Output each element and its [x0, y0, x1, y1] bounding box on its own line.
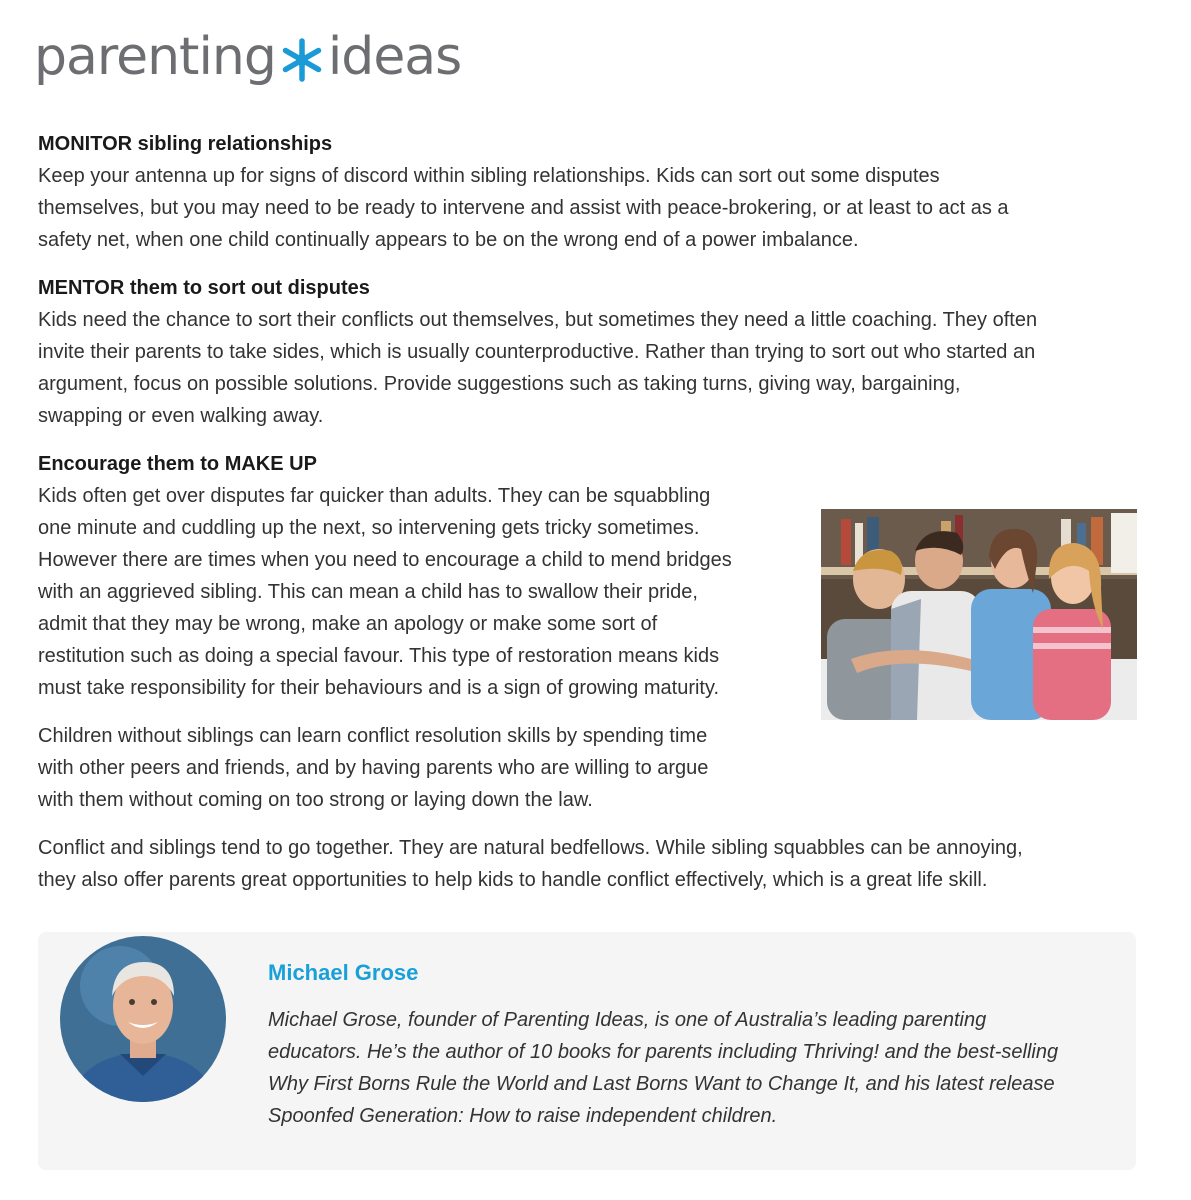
- section-heading: MENTOR them to sort out disputes: [38, 277, 370, 299]
- section-only-children: [38, 720, 1138, 816]
- para-line: they also offer parents great opportunities to help kids to handle conflict effectively, which is a great life skill.: [38, 869, 988, 891]
- author-bio-card: [38, 932, 1136, 1170]
- section-conclusion: [38, 832, 1138, 896]
- para-line: Keep your antenna up for signs of discord within sibling relationships. Kids can sort out some disputes: [38, 165, 940, 187]
- para-line: themselves, but you may need to be ready to intervene and assist with peace-brokering, or at least to act as a: [38, 197, 1009, 219]
- para-line: swapping or even walking away.: [38, 405, 324, 427]
- para-line: with an aggrieved sibling. This can mean a child has to swallow their pride,: [38, 581, 698, 603]
- section-heading: MONITOR sibling relationships: [38, 133, 333, 155]
- bio-line: educators. He’s the author of 10 books for parents including Thriving! and the best-selling: [268, 1041, 1059, 1063]
- section-mentor: [38, 272, 1138, 432]
- author-name: Michael Grose: [268, 960, 419, 985]
- bio-line: Spoonfed Generation: How to raise independent children.: [268, 1105, 778, 1127]
- para-line: with other peers and friends, and by having parents who are willing to argue: [38, 757, 709, 779]
- brand-word-ideas: ideas: [327, 27, 462, 87]
- para-line: one minute and cuddling up the next, so intervening gets tricky sometimes.: [38, 517, 700, 539]
- author-description: [268, 1004, 1108, 1132]
- asterisk-star-icon: [278, 36, 326, 84]
- brand-word-parenting: parenting: [34, 27, 276, 87]
- bio-line: Why First Borns Rule the World and Last Borns Want to Change It, and his latest release: [268, 1073, 1055, 1095]
- para-line: with them without coming on too strong or laying down the law.: [38, 789, 593, 811]
- section-heading: Encourage them to MAKE UP: [38, 453, 317, 475]
- para-line: However there are times when you need to encourage a child to mend bridges: [38, 549, 732, 571]
- para-line: admit that they may be wrong, make an apology or make some sort of: [38, 613, 658, 635]
- family-photo: [821, 509, 1137, 720]
- para-line: argument, focus on possible solutions. Provide suggestions such as taking turns, giving way, bargaining,: [38, 373, 961, 395]
- para-line: Conflict and siblings tend to go together. They are natural bedfellows. While sibling squabbles can be annoying,: [38, 837, 1023, 859]
- para-line: restitution such as doing a special favour. This type of restoration means kids: [38, 645, 720, 667]
- para-line: safety net, when one child continually appears to be on the wrong end of a power imbalance.: [38, 229, 859, 251]
- para-line: Kids need the chance to sort their conflicts out themselves, but sometimes they need a little coaching. They often: [38, 309, 1038, 331]
- section-monitor: [38, 128, 1138, 256]
- para-line: must take responsibility for their behaviours and is a sign of growing maturity.: [38, 677, 720, 699]
- brand-logo: [34, 22, 461, 92]
- para-line: invite their parents to take sides, which is usually counterproductive. Rather than trying to sort out who started an: [38, 341, 1036, 363]
- para-line: Children without siblings can learn conflict resolution skills by spending time: [38, 725, 708, 747]
- author-avatar: [60, 936, 226, 1102]
- bio-line: Michael Grose, founder of Parenting Ideas, is one of Australia’s leading parenting: [268, 1009, 987, 1031]
- para-line: Kids often get over disputes far quicker than adults. They can be squabbling: [38, 485, 711, 507]
